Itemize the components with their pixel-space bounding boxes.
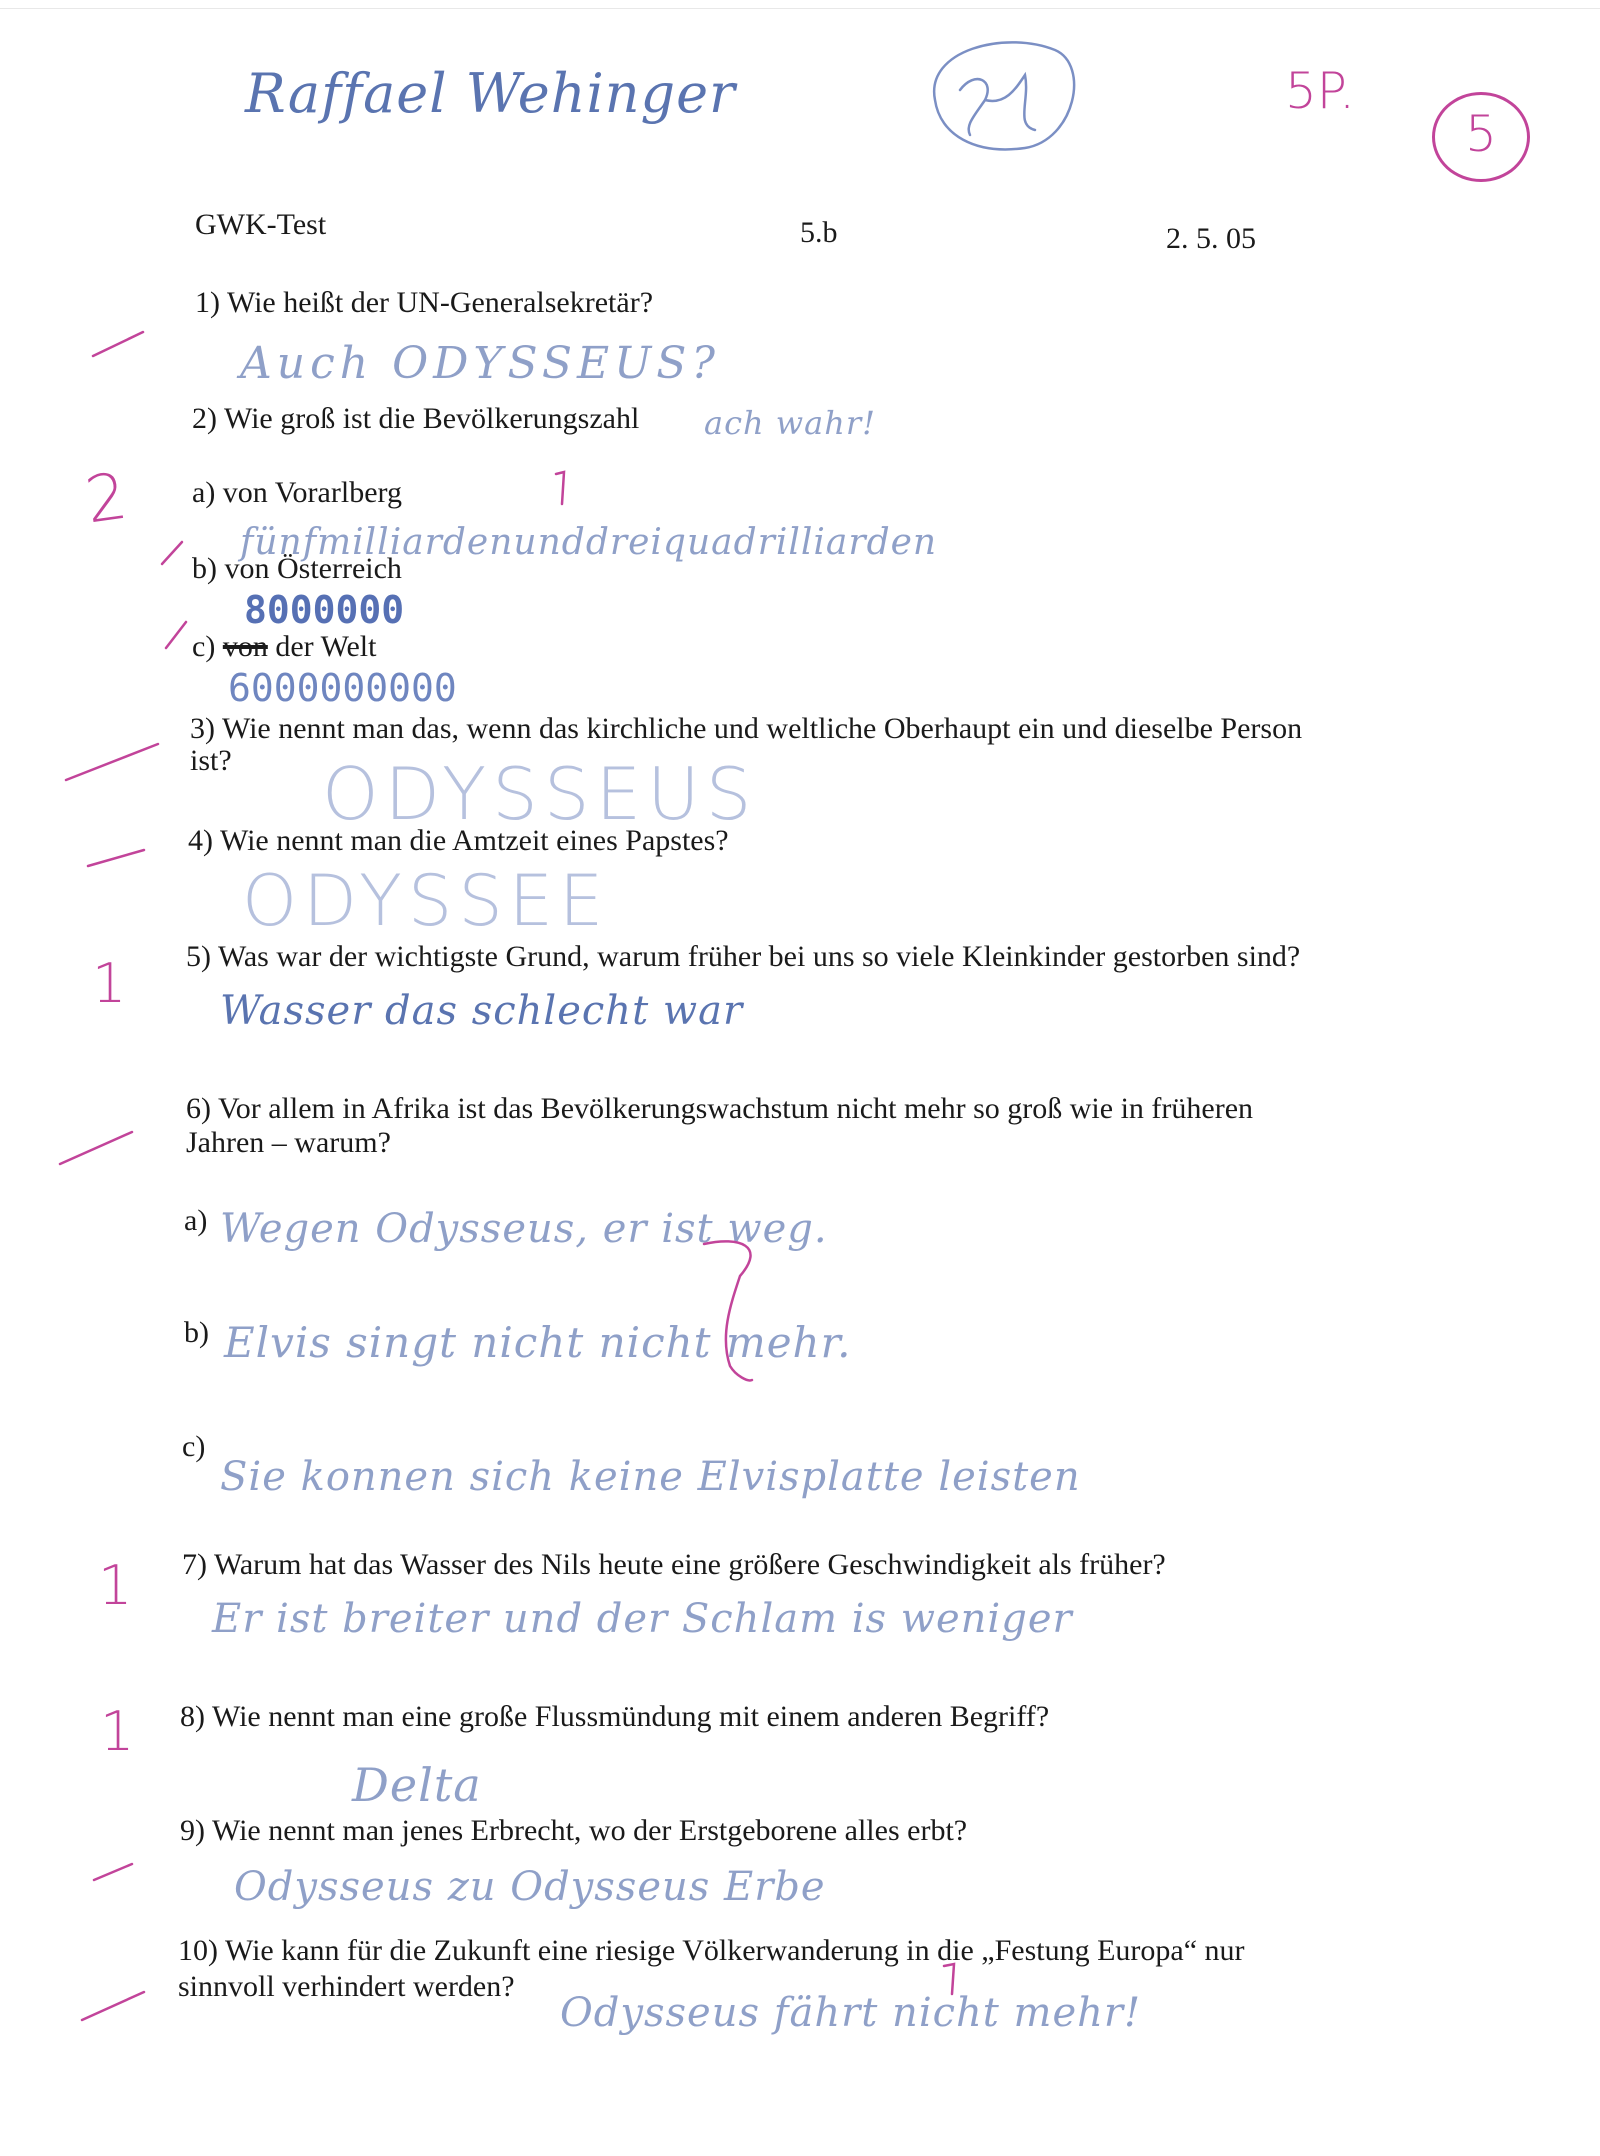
answer-2b: 8000000	[244, 588, 405, 632]
question-10-line-1: 10) Wie kann für die Zukunft eine riesige Völkerwanderung in die „Festung Europa“ nur	[178, 1934, 1245, 1967]
answer-10: Odysseus fährt nicht mehr!	[560, 1990, 1142, 2036]
check-mark-2c	[162, 618, 192, 652]
test-date: 2. 5. 05	[1166, 222, 1256, 255]
answer-3: ODYSSEUS	[322, 752, 758, 836]
question-3-line-2: ist?	[190, 744, 232, 777]
check-mark-3	[62, 736, 162, 786]
class-label: 5.b	[800, 216, 838, 249]
answer-6a: Wegen Odysseus, er ist weg.	[220, 1206, 828, 1252]
question-6-line-2: Jahren – warum?	[186, 1126, 391, 1159]
margin-score-7: 1	[98, 1554, 133, 1617]
answer-7: Er ist breiter und der Schlam is weniger	[212, 1596, 1073, 1642]
question-10-line-2: sinnvoll verhindert werden?	[178, 1970, 515, 2003]
question-9: 9) Wie nennt man jenes Erbrecht, wo der Erstgeborene alles erbt?	[180, 1814, 968, 1847]
question-2a: a) von Vorarlberg	[192, 476, 402, 509]
question-6-line-1: 6) Vor allem in Afrika ist das Bevölkerungswachstum nicht mehr so groß wie in früheren	[186, 1092, 1254, 1125]
question-6b-label: b)	[184, 1316, 209, 1349]
margin-score-5: 1	[92, 952, 127, 1015]
question-2c	[192, 630, 376, 665]
question-8: 8) Wie nennt man eine große Flussmündung mit einem anderen Begriff?	[180, 1700, 1050, 1733]
question-7: 7) Warum hat das Wasser des Nils heute eine größere Geschwindigkeit als früher?	[182, 1548, 1166, 1581]
teacher-note-2: ach wahr!	[704, 404, 877, 442]
answer-8: Delta	[352, 1758, 482, 1812]
margin-score-2: 2	[81, 459, 132, 539]
check-mark-1	[88, 326, 148, 362]
grade-circle	[1432, 92, 1530, 182]
answer-4: ODYSSEE	[242, 860, 610, 942]
check-mark-4	[84, 846, 148, 870]
question-2b: b) von Österreich	[192, 552, 402, 585]
teacher-tick-10	[940, 1960, 964, 2000]
score-text: 5P.	[1285, 62, 1356, 120]
answer-1: Auch ODYSSEUS?	[240, 338, 720, 389]
question-6c-label: c)	[182, 1430, 206, 1463]
test-title: GWK-Test	[195, 208, 327, 241]
answer-2c: 6000000000	[228, 666, 457, 710]
check-mark-10	[78, 1984, 148, 2024]
grade-value: 5	[1465, 105, 1497, 163]
check-mark-9	[90, 1858, 136, 1884]
answer-6c: Sie konnen sich keine Elvisplatte leisten	[220, 1454, 1081, 1500]
check-mark-6	[56, 1124, 136, 1168]
question-2c-rest: der Welt	[275, 630, 377, 663]
question-2c-struck: von	[222, 630, 268, 663]
margin-score-8: 1	[100, 1700, 135, 1763]
teacher-tick-2a	[552, 468, 572, 508]
answer-5: Wasser das schlecht war	[220, 988, 744, 1034]
question-1: 1) Wie heißt der UN-Generalsekretär?	[195, 286, 654, 319]
question-5: 5) Was war der wichtigste Grund, warum früher bei uns so viele Kleinkinder gestorben sind?	[186, 940, 1301, 973]
question-2c-prefix: c)	[192, 630, 216, 663]
question-4: 4) Wie nennt man die Amtzeit eines Papstes?	[188, 824, 729, 857]
student-name: Raffael Wehinger	[245, 62, 736, 125]
scan-edge	[0, 8, 1600, 9]
answer-6b: Elvis singt nicht nicht mehr.	[224, 1318, 852, 1367]
question-6a-label: a)	[184, 1204, 208, 1237]
question-2: 2) Wie groß ist die Bevölkerungszahl	[192, 402, 640, 435]
answer-9: Odysseus zu Odysseus Erbe	[234, 1864, 826, 1910]
check-mark-2b	[158, 538, 188, 568]
question-3-line-1: 3) Wie nennt man das, wenn das kirchliche und weltliche Oberhaupt ein und dieselbe Person	[190, 712, 1303, 745]
teacher-signature	[915, 30, 1085, 160]
answer-2a: fünfmilliardenunddreiquadrilliarden	[240, 522, 938, 563]
